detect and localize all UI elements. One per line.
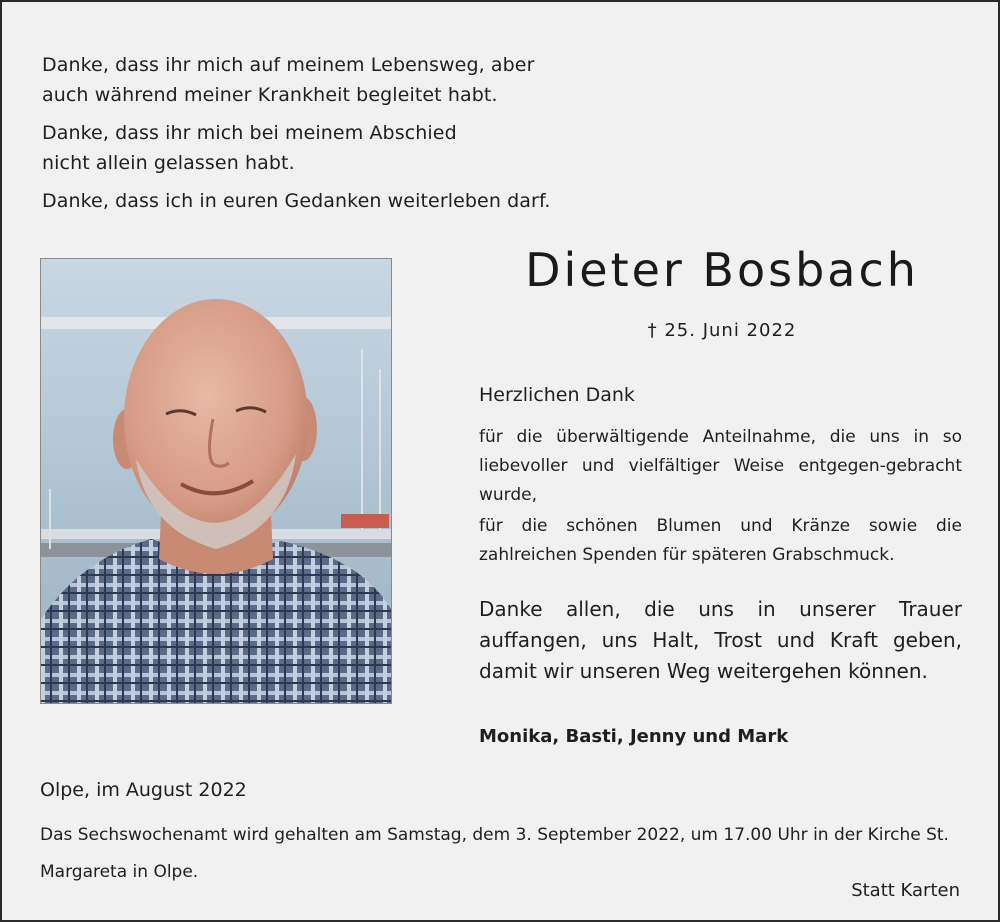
motto-line [42, 50, 642, 110]
portrait-illustration [41, 259, 391, 703]
service-notice: Das Sechswochenamt wird gehalten am Samstag, dem 3. September 2022, um 17.00 Uhr in der Kirche St. Margareta in Olpe. [40, 825, 949, 882]
motto-line-4: nicht allein gelassen habt. [42, 152, 295, 174]
portrait-photo [40, 258, 392, 704]
closing-text: Danke allen, die uns in unserer Trauer auffangen, uns Halt, Trost und Kraft geben, damit wir unseren Weg weitergehen können. [479, 597, 962, 683]
thanks-text-1: für die überwältigende Anteilnahme, die uns in so liebevoller und vielfältiger Weise entgegen-gebracht wurde, [479, 427, 962, 505]
motto [42, 50, 642, 216]
thanks-title: Herzlichen Dank [479, 384, 635, 406]
motto-line-3: Danke, dass ihr mich bei meinem Abschied [42, 122, 457, 144]
motto-line [42, 118, 642, 178]
deceased-name: Dieter Bosbach [525, 243, 919, 297]
place-date: Olpe, im August 2022 [40, 779, 247, 801]
motto-line-1: Danke, dass ihr mich auf meinem Lebensweg, aber [42, 54, 535, 76]
thanks-text-2: für die schönen Blumen und Kränze sowie die zahlreichen Spenden für späteren Grabschmuck. [479, 516, 962, 565]
motto-line-5: Danke, dass ich in euren Gedanken weiterleben darf. [42, 190, 551, 212]
family-signature: Monika, Basti, Jenny und Mark [479, 726, 789, 747]
death-date: † 25. Juni 2022 [647, 320, 797, 341]
motto-line-2: auch während meiner Krankheit begleitet habt. [42, 84, 498, 106]
footer-note: Statt Karten [851, 880, 960, 901]
